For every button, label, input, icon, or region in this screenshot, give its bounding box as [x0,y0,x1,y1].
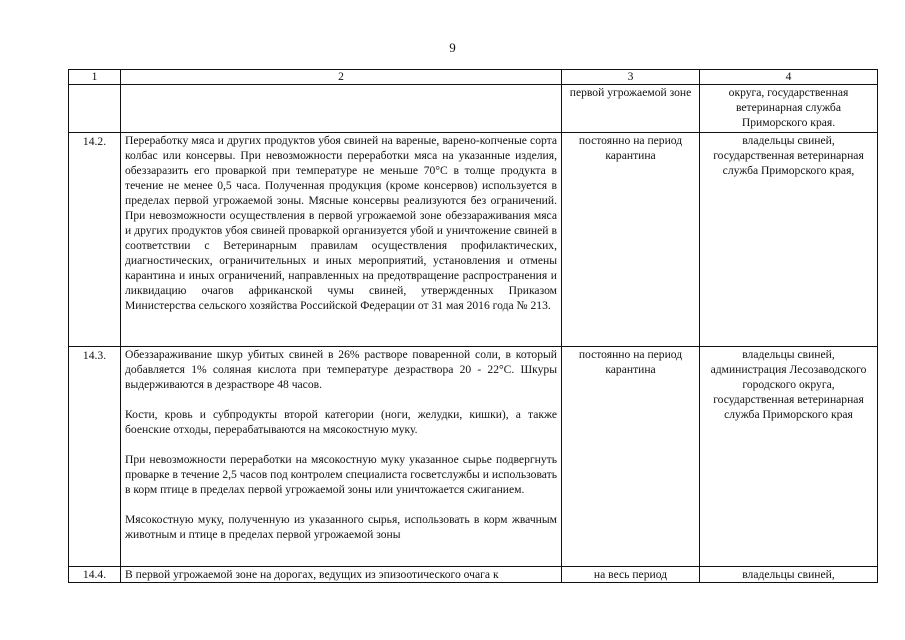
period-cell: на весь период [562,567,700,583]
row-number-text: 14.3. [82,349,107,362]
responsible-cell: владельцы свиней, государственная ветеринарная служба Приморского края, [700,133,878,347]
table-row [69,347,878,567]
measures-table [68,69,878,583]
continuation-row [69,85,878,133]
measure-paragraph: Кости, кровь и субпродукты второй категории (ноги, желудки, кишки), а также боенские отходы, перерабатываются на мясокостную муку. [125,408,557,436]
table-row [69,567,878,583]
table-row [69,133,878,347]
measure-text-cell [121,347,562,567]
continuation-period-cell: первой угрожаемой зоне [562,85,700,133]
measure-text-cell [121,567,562,583]
measure-paragraph: В первой угрожаемой зоне на дорогах, ведущих из эпизоотического очага к [125,568,499,581]
period-cell: постоянно на период карантина [562,133,700,347]
row-number-text: 14.2. [82,135,107,148]
measure-paragraph: Обеззараживание шкур убитых свиней в 26% растворе поваренной соли, в который добавляется 1% соляная кислота при температуре дезраствора 20 - 22°С. Шкуры выдерживаются в дезрастворе 48 часов. [125,348,557,391]
continuation-text-cell [121,85,562,133]
responsible-cell: владельцы свиней, администрация Лесозаводского городского округа, государственная ветеринарная служба Приморского края [700,347,878,567]
measure-text-cell [121,133,562,347]
column-header-2: 2 [121,70,562,85]
responsible-cell: владельцы свиней, [700,567,878,583]
page-number: 9 [449,40,456,55]
column-header-4: 4 [700,70,878,85]
measure-paragraph: Мясокостную муку, полученную из указанного сырья, использовать в корм жвачным животным и птице в пределах первой угрожаемой зоны [125,513,557,541]
table-header-row [69,70,878,85]
row-number [69,133,121,347]
column-header-3: 3 [562,70,700,85]
period-cell: постоянно на период карантина [562,347,700,567]
row-number-text: 14.4. [82,568,107,581]
continuation-num-cell [69,85,121,133]
column-header-1: 1 [69,70,121,85]
measure-paragraph: Переработку мяса и других продуктов убоя свиней на вареные, варено-копченые сорта колбас или консервы. При невозможности переработки мяса на указанные изделия, обеззаразить его проваркой при температуре не меньше 70°С в толще продукта в течение не менее 0,5 часа. Полученная продукция (кроме консервов) используется в пределах первой угрожаемой зоны. Мясные консервы реализуются без ограничений. При невозможности осуществления в первой угрожаемой зоне обеззараживания мяса и других продуктов убоя свиней проваркой организуется убой и уничтожение свиней в соответствии с Ветеринарным правилам осуществления профилактических, диагностических, ограничительных и иных мероприятий, установления и отмены карантина и иных ограничений, направленных на предотвращение распространения и ликвидацию очагов африканской чумы свиней, утвержденных Приказом Министерства сельского хозяйства Российской Федерации от 31 мая 2016 года № 213. [125,134,557,312]
row-number [69,347,121,567]
measure-paragraph: При невозможности переработки на мясокостную муку указанное сырье подвергнуть проварке в течение 2,5 часов под контролем специалиста госветслужбы и использовать в корм птице в пределах первой угрожаемой зоны или уничтожается сжиганием. [125,453,557,496]
row-number [69,567,121,583]
continuation-responsible-cell: округа, государственная ветеринарная служба Приморского края. [700,85,878,133]
